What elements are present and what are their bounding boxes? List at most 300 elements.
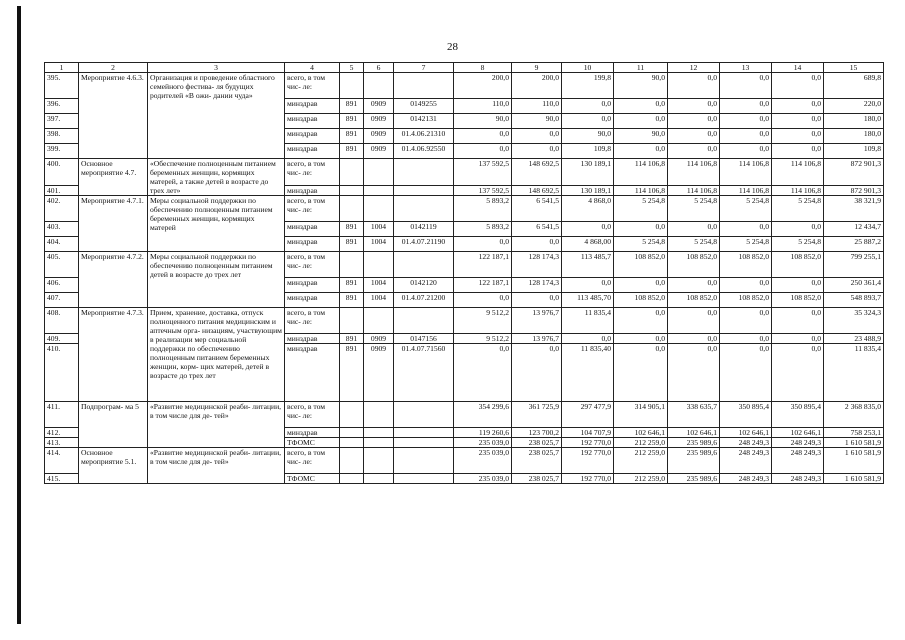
value-cell: 1 610 581,9 bbox=[824, 448, 884, 474]
target-article bbox=[394, 448, 454, 474]
value-cell: 248 249,3 bbox=[720, 448, 772, 474]
value-cell: 297 477,9 bbox=[562, 402, 614, 428]
target-article bbox=[394, 73, 454, 99]
table-row bbox=[45, 73, 884, 99]
value-cell: 11 835,40 bbox=[562, 344, 614, 402]
column-header: 3 bbox=[148, 63, 285, 73]
row-number: 404. bbox=[45, 237, 79, 252]
target-article: 0142120 bbox=[394, 278, 454, 293]
value-cell: 0,0 bbox=[562, 278, 614, 293]
value-cell: 108 852,0 bbox=[720, 293, 772, 308]
grbs-code: 891 bbox=[340, 144, 364, 159]
value-cell: 0,0 bbox=[668, 334, 720, 344]
value-cell: 199,8 bbox=[562, 73, 614, 99]
value-cell: 235 989,6 bbox=[668, 438, 720, 448]
column-header: 9 bbox=[512, 63, 562, 73]
source-cell: ТФОМС bbox=[285, 474, 340, 484]
section-code: 0909 bbox=[364, 144, 394, 159]
grbs-code: 891 bbox=[340, 222, 364, 237]
value-cell: 2 368 835,0 bbox=[824, 402, 884, 428]
value-cell: 90,0 bbox=[562, 129, 614, 144]
value-cell: 0,0 bbox=[512, 144, 562, 159]
value-cell: 0,0 bbox=[772, 334, 824, 344]
value-cell: 90,0 bbox=[614, 73, 668, 99]
column-header: 14 bbox=[772, 63, 824, 73]
column-header: 15 bbox=[824, 63, 884, 73]
section-code bbox=[364, 308, 394, 334]
source-cell: минздрав bbox=[285, 114, 340, 129]
row-number: 408. bbox=[45, 308, 79, 334]
value-cell: 200,0 bbox=[454, 73, 512, 99]
column-header: 10 bbox=[562, 63, 614, 73]
value-cell: 5 254,8 bbox=[772, 237, 824, 252]
section-code bbox=[364, 402, 394, 428]
activity-name: «Развитие медицинской реаби- литации, в том числе для де- тей» bbox=[148, 448, 285, 484]
value-cell: 0,0 bbox=[668, 129, 720, 144]
grbs-code bbox=[340, 402, 364, 428]
target-article: 01.4.06.92550 bbox=[394, 144, 454, 159]
activity-name: «Обеспечение полноценным питанием беременных женщин, кормящих матерей, а также детей в возрасте до трех лет» bbox=[148, 159, 285, 196]
value-cell: 0,0 bbox=[668, 144, 720, 159]
value-cell: 0,0 bbox=[668, 278, 720, 293]
activity-code: Мероприятие 4.7.3. bbox=[79, 308, 148, 402]
row-number: 415. bbox=[45, 474, 79, 484]
row-number: 399. bbox=[45, 144, 79, 159]
column-header: 12 bbox=[668, 63, 720, 73]
target-article: 01.4.07.21190 bbox=[394, 237, 454, 252]
value-cell: 0,0 bbox=[668, 99, 720, 114]
value-cell: 0,0 bbox=[772, 129, 824, 144]
grbs-code: 891 bbox=[340, 334, 364, 344]
value-cell: 148 692,5 bbox=[512, 185, 562, 195]
value-cell: 128 174,3 bbox=[512, 278, 562, 293]
row-number: 395. bbox=[45, 73, 79, 99]
activity-code: Основное мероприятие 5.1. bbox=[79, 448, 148, 484]
value-cell: 0,0 bbox=[614, 278, 668, 293]
value-cell: 0,0 bbox=[562, 334, 614, 344]
value-cell: 872 901,3 bbox=[824, 185, 884, 195]
value-cell: 872 901,3 bbox=[824, 159, 884, 186]
value-cell: 0,0 bbox=[772, 114, 824, 129]
row-number: 401. bbox=[45, 185, 79, 195]
value-cell: 0,0 bbox=[772, 222, 824, 237]
value-cell: 548 893,7 bbox=[824, 293, 884, 308]
row-number: 405. bbox=[45, 252, 79, 278]
value-cell: 122 187,1 bbox=[454, 278, 512, 293]
grbs-code: 891 bbox=[340, 344, 364, 402]
value-cell: 0,0 bbox=[614, 308, 668, 334]
value-cell: 5 254,8 bbox=[614, 237, 668, 252]
value-cell: 12 434,7 bbox=[824, 222, 884, 237]
value-cell: 128 174,3 bbox=[512, 252, 562, 278]
column-header: 13 bbox=[720, 63, 772, 73]
value-cell: 148 692,5 bbox=[512, 159, 562, 186]
source-cell: всего, в том чис- ле: bbox=[285, 159, 340, 186]
value-cell: 102 646,1 bbox=[720, 428, 772, 438]
target-article: 0147156 bbox=[394, 334, 454, 344]
activity-name: Прием, хранение, доставка, отпуск полноценного питания медицинским и аптечным орга- низациям, участвующим в реализации мер социальной поддержки по обеспечению полноценным питанием беременных женщин, корм- щих матерей, детей в возрасте до трех лет bbox=[148, 308, 285, 402]
column-header: 6 bbox=[364, 63, 394, 73]
value-cell: 235 039,0 bbox=[454, 438, 512, 448]
value-cell: 123 700,2 bbox=[512, 428, 562, 438]
activity-code: Мероприятие 4.7.2. bbox=[79, 252, 148, 308]
value-cell: 0,0 bbox=[720, 308, 772, 334]
source-cell: минздрав bbox=[285, 144, 340, 159]
value-cell: 114 106,8 bbox=[614, 185, 668, 195]
value-cell: 0,0 bbox=[668, 114, 720, 129]
value-cell: 0,0 bbox=[772, 99, 824, 114]
value-cell: 0,0 bbox=[614, 334, 668, 344]
target-article bbox=[394, 428, 454, 438]
target-article bbox=[394, 402, 454, 428]
header-row bbox=[45, 63, 884, 73]
value-cell: 5 893,2 bbox=[454, 196, 512, 222]
value-cell: 354 299,6 bbox=[454, 402, 512, 428]
value-cell: 90,0 bbox=[454, 114, 512, 129]
value-cell: 108 852,0 bbox=[614, 293, 668, 308]
grbs-code bbox=[340, 438, 364, 448]
value-cell: 110,0 bbox=[454, 99, 512, 114]
row-number: 396. bbox=[45, 99, 79, 114]
section-code bbox=[364, 438, 394, 448]
value-cell: 0,0 bbox=[454, 293, 512, 308]
value-cell: 0,0 bbox=[720, 222, 772, 237]
value-cell: 0,0 bbox=[562, 222, 614, 237]
value-cell: 758 253,1 bbox=[824, 428, 884, 438]
table-row bbox=[45, 252, 884, 278]
row-number: 406. bbox=[45, 278, 79, 293]
budget-table bbox=[44, 62, 884, 484]
grbs-code bbox=[340, 308, 364, 334]
source-cell: всего, в том чис- ле: bbox=[285, 308, 340, 334]
row-number: 397. bbox=[45, 114, 79, 129]
column-header: 8 bbox=[454, 63, 512, 73]
value-cell: 250 361,4 bbox=[824, 278, 884, 293]
source-cell: всего, в том чис- ле: bbox=[285, 402, 340, 428]
value-cell: 6 541,5 bbox=[512, 222, 562, 237]
table-row bbox=[45, 308, 884, 334]
activity-code: Мероприятие 4.7.1. bbox=[79, 196, 148, 252]
value-cell: 0,0 bbox=[772, 344, 824, 402]
value-cell: 0,0 bbox=[614, 114, 668, 129]
value-cell: 114 106,8 bbox=[668, 159, 720, 186]
value-cell: 13 976,7 bbox=[512, 308, 562, 334]
value-cell: 109,8 bbox=[562, 144, 614, 159]
value-cell: 235 989,6 bbox=[668, 474, 720, 484]
value-cell: 119 260,6 bbox=[454, 428, 512, 438]
value-cell: 5 254,8 bbox=[614, 196, 668, 222]
value-cell: 248 249,3 bbox=[772, 448, 824, 474]
row-number: 409. bbox=[45, 334, 79, 344]
section-code: 0909 bbox=[364, 334, 394, 344]
value-cell: 192 770,0 bbox=[562, 438, 614, 448]
grbs-code: 891 bbox=[340, 278, 364, 293]
value-cell: 6 541,5 bbox=[512, 196, 562, 222]
source-cell: минздрав bbox=[285, 334, 340, 344]
value-cell: 114 106,8 bbox=[720, 159, 772, 186]
value-cell: 113 485,7 bbox=[562, 252, 614, 278]
value-cell: 114 106,8 bbox=[720, 185, 772, 195]
value-cell: 110,0 bbox=[512, 99, 562, 114]
section-code bbox=[364, 252, 394, 278]
value-cell: 0,0 bbox=[720, 114, 772, 129]
value-cell: 180,0 bbox=[824, 114, 884, 129]
row-number: 410. bbox=[45, 344, 79, 402]
value-cell: 361 725,9 bbox=[512, 402, 562, 428]
value-cell: 108 852,0 bbox=[720, 252, 772, 278]
value-cell: 338 635,7 bbox=[668, 402, 720, 428]
row-number: 398. bbox=[45, 129, 79, 144]
grbs-code bbox=[340, 474, 364, 484]
grbs-code bbox=[340, 448, 364, 474]
row-number: 400. bbox=[45, 159, 79, 186]
value-cell: 238 025,7 bbox=[512, 438, 562, 448]
column-header: 1 bbox=[45, 63, 79, 73]
value-cell: 248 249,3 bbox=[720, 438, 772, 448]
source-cell: всего, в том чис- ле: bbox=[285, 196, 340, 222]
value-cell: 137 592,5 bbox=[454, 159, 512, 186]
target-article bbox=[394, 474, 454, 484]
section-code: 0909 bbox=[364, 129, 394, 144]
value-cell: 23 488,9 bbox=[824, 334, 884, 344]
value-cell: 0,0 bbox=[720, 334, 772, 344]
value-cell: 212 259,0 bbox=[614, 448, 668, 474]
grbs-code bbox=[340, 252, 364, 278]
section-code bbox=[364, 428, 394, 438]
activity-code: Подпрограм- ма 5 bbox=[79, 402, 148, 448]
column-header: 7 bbox=[394, 63, 454, 73]
value-cell: 90,0 bbox=[512, 114, 562, 129]
value-cell: 248 249,3 bbox=[772, 474, 824, 484]
value-cell: 212 259,0 bbox=[614, 438, 668, 448]
section-code: 1004 bbox=[364, 278, 394, 293]
source-cell: минздрав bbox=[285, 222, 340, 237]
value-cell: 0,0 bbox=[668, 73, 720, 99]
value-cell: 0,0 bbox=[454, 344, 512, 402]
value-cell: 102 646,1 bbox=[614, 428, 668, 438]
source-cell: минздрав bbox=[285, 185, 340, 195]
row-number: 411. bbox=[45, 402, 79, 428]
source-cell: минздрав bbox=[285, 344, 340, 402]
value-cell: 192 770,0 bbox=[562, 448, 614, 474]
table-row bbox=[45, 196, 884, 222]
source-cell: всего, в том чис- ле: bbox=[285, 448, 340, 474]
activity-name: Меры социальной поддержки по обеспечению полноценным питанием детей в возрасте до трех лет bbox=[148, 252, 285, 308]
target-article bbox=[394, 252, 454, 278]
value-cell: 238 025,7 bbox=[512, 448, 562, 474]
value-cell: 0,0 bbox=[772, 144, 824, 159]
section-code bbox=[364, 474, 394, 484]
section-code: 1004 bbox=[364, 237, 394, 252]
target-article bbox=[394, 196, 454, 222]
value-cell: 90,0 bbox=[614, 129, 668, 144]
value-cell: 799 255,1 bbox=[824, 252, 884, 278]
grbs-code bbox=[340, 159, 364, 186]
value-cell: 314 905,1 bbox=[614, 402, 668, 428]
target-article bbox=[394, 185, 454, 195]
activity-code: Основное мероприятие 4.7. bbox=[79, 159, 148, 196]
value-cell: 0,0 bbox=[668, 344, 720, 402]
value-cell: 102 646,1 bbox=[772, 428, 824, 438]
section-code bbox=[364, 73, 394, 99]
table-row bbox=[45, 159, 884, 186]
value-cell: 11 835,4 bbox=[562, 308, 614, 334]
value-cell: 0,0 bbox=[614, 99, 668, 114]
value-cell: 0,0 bbox=[512, 129, 562, 144]
table-row bbox=[45, 448, 884, 474]
value-cell: 108 852,0 bbox=[614, 252, 668, 278]
value-cell: 248 249,3 bbox=[772, 438, 824, 448]
value-cell: 114 106,8 bbox=[668, 185, 720, 195]
source-cell: минздрав bbox=[285, 99, 340, 114]
value-cell: 114 106,8 bbox=[772, 185, 824, 195]
target-article: 0142131 bbox=[394, 114, 454, 129]
value-cell: 0,0 bbox=[614, 344, 668, 402]
grbs-code: 891 bbox=[340, 237, 364, 252]
value-cell: 35 324,3 bbox=[824, 308, 884, 334]
section-code bbox=[364, 196, 394, 222]
value-cell: 130 189,1 bbox=[562, 159, 614, 186]
value-cell: 0,0 bbox=[668, 308, 720, 334]
grbs-code: 891 bbox=[340, 114, 364, 129]
value-cell: 248 249,3 bbox=[720, 474, 772, 484]
target-article bbox=[394, 438, 454, 448]
target-article: 01.4.07.71560 bbox=[394, 344, 454, 402]
grbs-code: 891 bbox=[340, 99, 364, 114]
activity-name: «Развитие медицинской реаби- литации, в том числе для де- тей» bbox=[148, 402, 285, 448]
value-cell: 25 887,2 bbox=[824, 237, 884, 252]
column-header: 11 bbox=[614, 63, 668, 73]
value-cell: 235 989,6 bbox=[668, 448, 720, 474]
grbs-code bbox=[340, 196, 364, 222]
section-code bbox=[364, 159, 394, 186]
value-cell: 0,0 bbox=[772, 278, 824, 293]
value-cell: 0,0 bbox=[720, 129, 772, 144]
source-cell: всего, в том чис- ле: bbox=[285, 252, 340, 278]
section-code bbox=[364, 448, 394, 474]
section-code: 0909 bbox=[364, 99, 394, 114]
value-cell: 0,0 bbox=[772, 308, 824, 334]
value-cell: 122 187,1 bbox=[454, 252, 512, 278]
grbs-code: 891 bbox=[340, 129, 364, 144]
value-cell: 350 895,4 bbox=[720, 402, 772, 428]
value-cell: 0,0 bbox=[562, 114, 614, 129]
value-cell: 1 610 581,9 bbox=[824, 438, 884, 448]
value-cell: 38 321,9 bbox=[824, 196, 884, 222]
value-cell: 108 852,0 bbox=[772, 293, 824, 308]
grbs-code bbox=[340, 185, 364, 195]
page-number: 28 bbox=[447, 41, 458, 53]
source-cell: минздрав bbox=[285, 293, 340, 308]
source-cell: ТФОМС bbox=[285, 438, 340, 448]
value-cell: 102 646,1 bbox=[668, 428, 720, 438]
value-cell: 114 106,8 bbox=[614, 159, 668, 186]
value-cell: 0,0 bbox=[720, 144, 772, 159]
value-cell: 235 039,0 bbox=[454, 474, 512, 484]
source-cell: минздрав bbox=[285, 237, 340, 252]
value-cell: 9 512,2 bbox=[454, 334, 512, 344]
value-cell: 220,0 bbox=[824, 99, 884, 114]
row-number: 403. bbox=[45, 222, 79, 237]
section-code: 1004 bbox=[364, 293, 394, 308]
value-cell: 108 852,0 bbox=[668, 252, 720, 278]
source-cell: минздрав bbox=[285, 428, 340, 438]
section-code: 1004 bbox=[364, 222, 394, 237]
value-cell: 0,0 bbox=[614, 144, 668, 159]
value-cell: 0,0 bbox=[614, 222, 668, 237]
source-cell: минздрав bbox=[285, 129, 340, 144]
row-number: 413. bbox=[45, 438, 79, 448]
table-row bbox=[45, 402, 884, 428]
value-cell: 0,0 bbox=[454, 237, 512, 252]
target-article: 01.4.06.21310 bbox=[394, 129, 454, 144]
target-article: 01.4.07.21200 bbox=[394, 293, 454, 308]
row-number: 407. bbox=[45, 293, 79, 308]
column-header: 5 bbox=[340, 63, 364, 73]
value-cell: 9 512,2 bbox=[454, 308, 512, 334]
value-cell: 4 868,00 bbox=[562, 237, 614, 252]
value-cell: 137 592,5 bbox=[454, 185, 512, 195]
value-cell: 5 254,8 bbox=[668, 237, 720, 252]
value-cell: 0,0 bbox=[772, 73, 824, 99]
value-cell: 212 259,0 bbox=[614, 474, 668, 484]
value-cell: 13 976,7 bbox=[512, 334, 562, 344]
value-cell: 200,0 bbox=[512, 73, 562, 99]
value-cell: 0,0 bbox=[512, 344, 562, 402]
value-cell: 0,0 bbox=[720, 278, 772, 293]
row-number: 402. bbox=[45, 196, 79, 222]
value-cell: 5 254,8 bbox=[668, 196, 720, 222]
value-cell: 5 254,8 bbox=[720, 237, 772, 252]
column-header: 4 bbox=[285, 63, 340, 73]
value-cell: 0,0 bbox=[454, 144, 512, 159]
value-cell: 350 895,4 bbox=[772, 402, 824, 428]
value-cell: 180,0 bbox=[824, 129, 884, 144]
column-header: 2 bbox=[79, 63, 148, 73]
value-cell: 192 770,0 bbox=[562, 474, 614, 484]
source-cell: минздрав bbox=[285, 278, 340, 293]
target-article bbox=[394, 159, 454, 186]
value-cell: 0,0 bbox=[720, 73, 772, 99]
source-cell: всего, в том чис- ле: bbox=[285, 73, 340, 99]
value-cell: 113 485,70 bbox=[562, 293, 614, 308]
grbs-code bbox=[340, 428, 364, 438]
value-cell: 0,0 bbox=[512, 237, 562, 252]
section-code: 0909 bbox=[364, 114, 394, 129]
value-cell: 0,0 bbox=[562, 99, 614, 114]
value-cell: 4 868,0 bbox=[562, 196, 614, 222]
value-cell: 0,0 bbox=[668, 222, 720, 237]
value-cell: 109,8 bbox=[824, 144, 884, 159]
value-cell: 689,8 bbox=[824, 73, 884, 99]
activity-name: Организация и проведение областного семейного фестива- ля будущих родителей «В ожи- дании чуда» bbox=[148, 73, 285, 159]
value-cell: 5 254,8 bbox=[772, 196, 824, 222]
activity-name: Меры социальной поддержки по обеспечению полноценным питанием беременных женщин, кормящих матерей bbox=[148, 196, 285, 252]
section-code: 0909 bbox=[364, 344, 394, 402]
value-cell: 104 707,9 bbox=[562, 428, 614, 438]
activity-code: Мероприятие 4.6.3. bbox=[79, 73, 148, 159]
value-cell: 130 189,1 bbox=[562, 185, 614, 195]
value-cell: 5 254,8 bbox=[720, 196, 772, 222]
target-article bbox=[394, 308, 454, 334]
value-cell: 108 852,0 bbox=[772, 252, 824, 278]
value-cell: 238 025,7 bbox=[512, 474, 562, 484]
value-cell: 114 106,8 bbox=[772, 159, 824, 186]
grbs-code: 891 bbox=[340, 293, 364, 308]
grbs-code bbox=[340, 73, 364, 99]
value-cell: 0,0 bbox=[720, 99, 772, 114]
value-cell: 108 852,0 bbox=[668, 293, 720, 308]
